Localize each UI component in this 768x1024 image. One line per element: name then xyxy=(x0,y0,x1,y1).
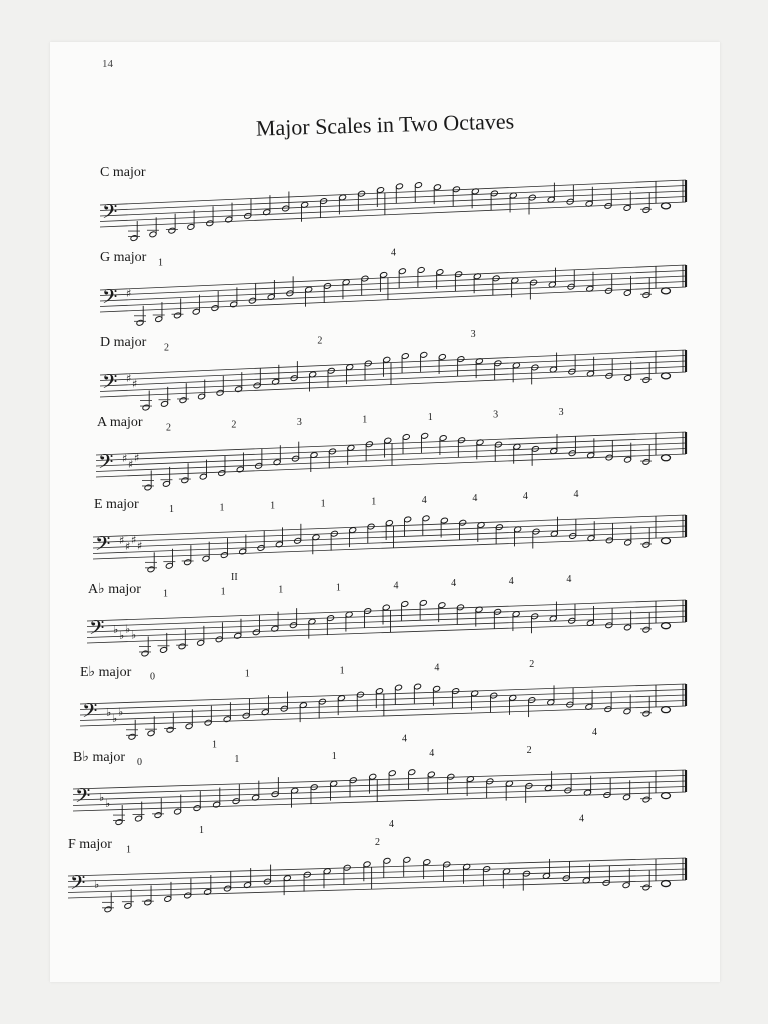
staff-line xyxy=(100,350,686,375)
fingering-number: 4 xyxy=(472,492,478,504)
fingering-number: 4 xyxy=(393,580,399,592)
staff-4 xyxy=(96,407,686,491)
whole-note xyxy=(662,288,671,294)
fingering-number: 3 xyxy=(296,417,302,429)
staff-line xyxy=(100,287,686,312)
scale-label-a-flat-major: A♭ major xyxy=(88,582,141,597)
fingering-number: 1 xyxy=(331,750,337,762)
sharp-icon: ♯ xyxy=(137,539,143,553)
staff-5 xyxy=(93,489,686,586)
staff-line xyxy=(68,880,686,898)
fingering-below: 4 xyxy=(592,727,597,739)
sharp-icon: ♯ xyxy=(122,451,128,465)
staff-line xyxy=(100,265,686,290)
bass-clef-icon: 𝄢 xyxy=(95,532,111,560)
staff-line xyxy=(100,276,686,301)
fingering-number: 1 xyxy=(158,257,163,269)
staff-9 xyxy=(68,837,686,913)
sharp-icon: ♯ xyxy=(126,286,132,300)
fingering-number: 1 xyxy=(234,753,240,765)
fingering-number: 1 xyxy=(220,586,226,598)
flat-icon: ♭ xyxy=(105,797,111,811)
music-notation xyxy=(50,42,720,982)
fingering-below: 4 xyxy=(389,819,394,831)
flat-icon: ♭ xyxy=(99,791,105,805)
staff-line xyxy=(80,701,686,721)
staff-line xyxy=(93,537,686,559)
staff-8 xyxy=(73,745,686,836)
fingering-number: 2 xyxy=(317,335,323,347)
sharp-icon: ♯ xyxy=(132,377,138,391)
fingering-number: 3 xyxy=(558,406,564,418)
sharp-icon: ♯ xyxy=(126,371,132,385)
fingering-number: 4 xyxy=(522,491,528,503)
staff-line xyxy=(100,356,686,381)
bass-clef-icon: 𝄢 xyxy=(102,200,118,228)
flat-icon: ♭ xyxy=(112,711,118,725)
scale-label-f-major: F major xyxy=(68,837,112,852)
fingering-number: 2 xyxy=(375,837,380,849)
whole-note xyxy=(662,881,671,887)
scale-label-g-major: G major xyxy=(100,250,147,265)
fingering-number: 4 xyxy=(508,576,514,588)
whole-note xyxy=(662,623,671,629)
fingering-number: 0 xyxy=(137,757,142,769)
staff-line xyxy=(80,706,686,726)
staff-line xyxy=(80,684,686,704)
bass-clef-icon: 𝄢 xyxy=(70,871,86,899)
staff-1 xyxy=(100,180,686,241)
staff-line xyxy=(87,611,686,632)
fingering-number: 1 xyxy=(278,584,284,596)
fingering-number: 4 xyxy=(573,489,579,501)
staff-line xyxy=(93,515,686,537)
fingering-number: 3 xyxy=(470,329,476,341)
staff-6 xyxy=(87,571,686,657)
fingering-number: 1 xyxy=(244,668,250,680)
scale-label-e-flat-major: E♭ major xyxy=(80,665,132,680)
whole-note xyxy=(662,203,671,209)
staff-line xyxy=(68,875,686,893)
fingering-below: 4 xyxy=(402,733,407,745)
fingering-number: 4 xyxy=(421,494,427,506)
scale-label-b-flat-major: B♭ major xyxy=(73,750,126,765)
fingering-number: 1 xyxy=(126,844,131,856)
staff-line xyxy=(87,600,686,621)
scale-label-e-major: E major xyxy=(94,497,139,512)
fingering-number: 2 xyxy=(231,419,237,431)
fingering-number: 1 xyxy=(320,498,326,510)
staff-line xyxy=(100,186,686,211)
fingering-number: 1 xyxy=(371,496,377,508)
staff-line xyxy=(93,532,686,554)
scale-label-c-major: C major xyxy=(100,165,146,180)
fingering-number: 2 xyxy=(164,342,169,354)
fingering-below: 1 xyxy=(199,825,204,837)
fingering-number: 4 xyxy=(391,247,396,259)
fingering-number: 0 xyxy=(150,671,155,683)
fingering-number: 4 xyxy=(566,574,572,586)
flat-icon: ♭ xyxy=(125,622,131,636)
staff-3 xyxy=(100,329,686,411)
staff-line xyxy=(87,622,686,643)
sheet-music-page xyxy=(50,42,720,982)
fingering-number: 1 xyxy=(427,412,433,424)
staff-line xyxy=(93,521,686,543)
bass-clef-icon: 𝄢 xyxy=(102,285,118,313)
staff-line xyxy=(73,776,686,795)
fingering-below: 1 xyxy=(212,739,217,751)
whole-note xyxy=(662,707,671,713)
staff-line xyxy=(73,787,686,806)
fingering-below: II xyxy=(231,571,238,583)
scale-label-a-major: A major xyxy=(97,415,143,430)
fingering-number: 2 xyxy=(166,422,171,434)
flat-icon: ♭ xyxy=(113,623,119,637)
fingering-number: 1 xyxy=(219,502,225,514)
staff-line xyxy=(68,864,686,882)
staff-line xyxy=(100,271,686,296)
staff-line xyxy=(100,191,686,216)
whole-note xyxy=(662,793,671,799)
sharp-icon: ♯ xyxy=(119,534,125,548)
staff-line xyxy=(80,695,686,715)
flat-icon: ♭ xyxy=(106,706,112,720)
flat-icon: ♭ xyxy=(94,878,100,892)
staff-line xyxy=(93,526,686,548)
fingering-number: 4 xyxy=(434,662,440,674)
fingering-number: 4 xyxy=(429,747,435,759)
staff-line xyxy=(87,606,686,627)
fingering-number: 1 xyxy=(335,582,341,594)
fingering-number: 2 xyxy=(526,744,532,756)
bass-clef-icon: 𝄢 xyxy=(98,450,114,478)
bass-clef-icon: 𝄢 xyxy=(75,784,91,812)
fingering-number: 1 xyxy=(163,588,168,600)
staff-line xyxy=(68,869,686,887)
sharp-icon: ♯ xyxy=(128,457,134,471)
staff-line xyxy=(100,197,686,222)
page-number: 14 xyxy=(102,58,113,70)
flat-icon: ♭ xyxy=(119,628,125,642)
bass-clef-icon: 𝄢 xyxy=(102,370,118,398)
staff-line xyxy=(73,792,686,811)
fingering-number: 1 xyxy=(169,504,174,516)
staff-line xyxy=(100,372,686,397)
scale-label-d-major: D major xyxy=(100,335,147,350)
whole-note xyxy=(662,538,671,544)
flat-icon: ♭ xyxy=(118,705,124,719)
fingering-below: 4 xyxy=(579,813,584,825)
staff-2 xyxy=(100,248,686,327)
staff-line xyxy=(68,858,686,876)
staff-7 xyxy=(80,659,686,750)
staff-line xyxy=(100,367,686,392)
fingering-number: 4 xyxy=(451,578,457,590)
fingering-number: 1 xyxy=(339,665,345,677)
fingering-number: 1 xyxy=(362,414,368,426)
staff-line xyxy=(100,361,686,386)
page-title: Major Scales in Two Octaves xyxy=(255,108,515,141)
sharp-icon: ♯ xyxy=(125,539,131,553)
fingering-number: 3 xyxy=(493,409,499,421)
staff-line xyxy=(73,770,686,789)
whole-note xyxy=(662,455,671,461)
staff-line xyxy=(96,443,686,466)
staff-line xyxy=(100,282,686,307)
bass-clef-icon: 𝄢 xyxy=(82,699,98,727)
sharp-icon: ♯ xyxy=(134,451,140,465)
staff-line xyxy=(87,617,686,638)
bass-clef-icon: 𝄢 xyxy=(89,616,105,644)
whole-note xyxy=(662,373,671,379)
sharp-icon: ♯ xyxy=(131,533,137,547)
fingering-number: 2 xyxy=(529,659,535,671)
staff-line xyxy=(80,690,686,710)
flat-icon: ♭ xyxy=(131,628,137,642)
staff-line xyxy=(100,180,686,205)
staff-line xyxy=(73,781,686,800)
fingering-number: 1 xyxy=(270,500,276,512)
staff-line xyxy=(100,202,686,227)
